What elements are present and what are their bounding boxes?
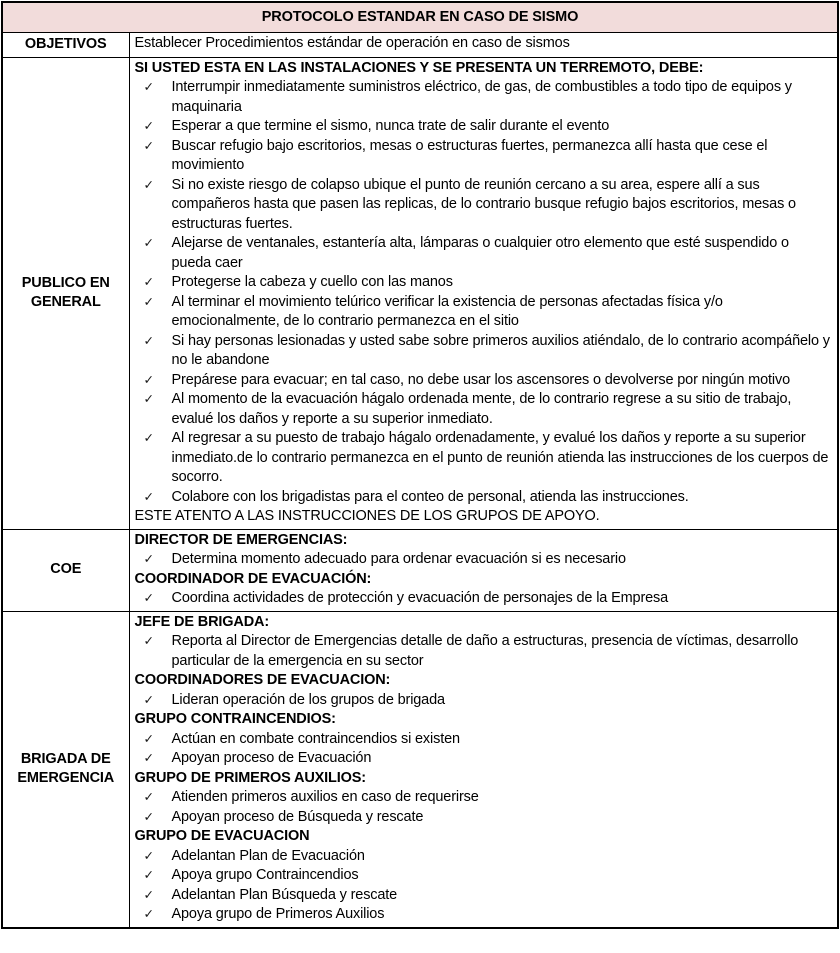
check-item-text: Apoyan proceso de Evacuación: [171, 750, 372, 766]
check-item-text: Atienden primeros auxilios en caso de requerirse: [171, 789, 479, 805]
title-row: [2, 2, 838, 33]
check-icon: ✓: [143, 751, 154, 765]
check-item: [135, 886, 832, 906]
check-item-text: Apoya grupo Contraincendios: [171, 867, 359, 883]
row-label-coe: COE: [2, 529, 129, 611]
check-icon: ✓: [143, 294, 154, 309]
check-item-text: Al terminar el movimiento telúrico verificar la existencia de personas afectadas física y/o emocionalmente, de lo contrario permanezca en el sitio: [171, 293, 723, 329]
check-icon: ✓: [143, 177, 154, 192]
check-icon: ✓: [143, 372, 154, 387]
check-icon: ✓: [143, 333, 154, 348]
section-heading: COORDINADORES DE EVACUACION:: [134, 672, 391, 688]
check-item: [135, 293, 832, 332]
check-icon: ✓: [143, 692, 154, 707]
check-item: [135, 905, 832, 925]
check-item: [135, 691, 832, 711]
check-item: [135, 390, 832, 429]
check-item-text: Protegerse la cabeza y cuello con las manos: [171, 274, 453, 290]
check-icon: ✓: [143, 591, 154, 605]
publico-content: [129, 57, 838, 529]
coe-content: [129, 529, 838, 611]
check-item: [135, 730, 832, 750]
section-heading: GRUPO DE PRIMEROS AUXILIOS:: [134, 769, 366, 786]
check-item-text: Si hay personas lesionadas y usted sabe sobre primeros auxilios atiéndalo, de lo contrario acompáñelo y no le abandone: [171, 332, 830, 368]
check-icon: ✓: [143, 790, 154, 804]
page-title: PROTOCOLO ESTANDAR EN CASO DE SISMO: [2, 2, 838, 33]
brigada-content: [129, 611, 838, 928]
section-heading: JEFE DE BRIGADA:: [134, 613, 270, 630]
check-icon: ✓: [143, 868, 154, 882]
check-item: [135, 137, 832, 176]
check-item-text: Interrumpir inmediatamente suministros eléctrico, de gas, de combustibles a todo tipo de equipos y maquinaria: [171, 79, 792, 115]
check-item-text: Si no existe riesgo de colapso ubique el punto de reunión cercano a su area, espere allí a sus compañeros hasta que pasen las replicas, de lo contrario busque refugio bajos escritorios, mesas o estructuras fuertes.: [171, 176, 796, 232]
row-label-publico: PUBLICO EN GENERAL: [2, 57, 129, 529]
check-icon: ✓: [143, 489, 154, 504]
check-item: [135, 589, 832, 609]
check-item: [135, 808, 832, 828]
check-item: [135, 749, 832, 769]
publico-row: [2, 57, 838, 529]
check-icon: ✓: [143, 119, 154, 133]
check-item-text: Colabore con los brigadistas para el conteo de personal, atienda las instrucciones.: [171, 488, 689, 505]
section-heading: GRUPO CONTRAINCENDIOS:: [134, 711, 336, 727]
check-item: [135, 788, 832, 808]
check-item: [135, 847, 832, 867]
check-item: [135, 550, 832, 570]
objetivos-row: [2, 33, 838, 58]
check-icon: ✓: [143, 552, 154, 566]
section-heading: DIRECTOR DE EMERGENCIAS:: [134, 531, 348, 548]
check-item-text: Buscar refugio bajo escritorios, mesas o estructuras fuertes, permanezca allí hasta que cese el movimiento: [171, 137, 768, 173]
check-icon: ✓: [143, 138, 154, 153]
check-icon: ✓: [143, 236, 154, 250]
check-item-text: Reporta al Director de Emergencias detalle de daño a estructuras, presencia de víctimas, desarrollo particular de la emergencia en su sector: [171, 633, 799, 669]
check-item-text: Adelantan Plan Búsqueda y rescate: [171, 886, 398, 903]
check-item: [135, 429, 832, 488]
check-icon: ✓: [143, 80, 154, 94]
check-item: [135, 332, 832, 371]
objetivos-text: Establecer Procedimientos estándar de operación en caso de sismos: [129, 33, 838, 58]
check-item-text: Determina momento adecuado para ordenar evacuación si es necesario: [171, 551, 626, 567]
check-item: [135, 371, 832, 391]
check-item: [135, 488, 832, 508]
check-item-text: Actúan en combate contraincendios si existen: [171, 730, 460, 747]
section-heading: COORDINADOR DE EVACUACIÓN:: [134, 570, 372, 587]
check-item-text: Apoya grupo de Primeros Auxilios: [171, 906, 385, 922]
check-item-text: Apoyan proceso de Búsqueda y rescate: [171, 808, 424, 825]
check-icon: ✓: [143, 887, 154, 902]
row-label-objetivos: OBJETIVOS: [2, 33, 129, 58]
check-icon: ✓: [143, 848, 154, 863]
check-item-text: Al momento de la evacuación hágalo ordenada mente, de lo contrario regrese a su sitio de trabajo, evalué los daños y reporte a su superior inmediato.: [171, 391, 792, 427]
check-icon: ✓: [143, 731, 154, 746]
check-icon: ✓: [143, 275, 154, 289]
check-item: [135, 273, 832, 293]
row-label-brigada: BRIGADA DE EMERGENCIA: [2, 611, 129, 928]
check-item-text: Prepárese para evacuar; en tal caso, no debe usar los ascensores o devolverse por ningún motivo: [171, 371, 790, 388]
check-icon: ✓: [143, 809, 154, 824]
check-item-text: Al regresar a su puesto de trabajo hágalo ordenadamente, y evalué los daños y reporte a su superior inmediato.de lo contrario permanezca en el punto de reunión atienda las instrucciones de los cuerpos de socorro.: [171, 430, 829, 485]
check-item-text: Lideran operación de los grupos de brigada: [171, 691, 445, 708]
brigada-row: [2, 611, 838, 928]
coe-row: [2, 529, 838, 611]
check-item: [135, 117, 832, 137]
section-heading: SI USTED ESTA EN LAS INSTALACIONES Y SE PRESENTA UN TERREMOTO, DEBE:: [134, 59, 704, 76]
check-item-text: Coordina actividades de protección y evacuación de personajes de la Empresa: [171, 590, 669, 606]
check-item: [135, 78, 832, 117]
check-icon: ✓: [143, 431, 154, 445]
check-icon: ✓: [143, 634, 154, 648]
check-item-text: Alejarse de ventanales, estantería alta, lámparas o cualquier otro elemento que esté suspendido o pueda caer: [171, 235, 789, 271]
footer-note: ESTE ATENTO A LAS INSTRUCCIONES DE LOS GRUPOS DE APOYO.: [134, 508, 600, 524]
check-icon: ✓: [143, 907, 154, 921]
check-item: [135, 866, 832, 886]
section-heading: GRUPO DE EVACUACION: [134, 828, 310, 844]
check-item: [135, 632, 832, 671]
check-icon: ✓: [143, 392, 154, 406]
protocol-table: [1, 1, 839, 929]
check-item: [135, 234, 832, 273]
check-item-text: Esperar a que termine el sismo, nunca trate de salir durante el evento: [171, 118, 610, 134]
check-item-text: Adelantan Plan de Evacuación: [171, 847, 365, 864]
check-item: [135, 176, 832, 235]
